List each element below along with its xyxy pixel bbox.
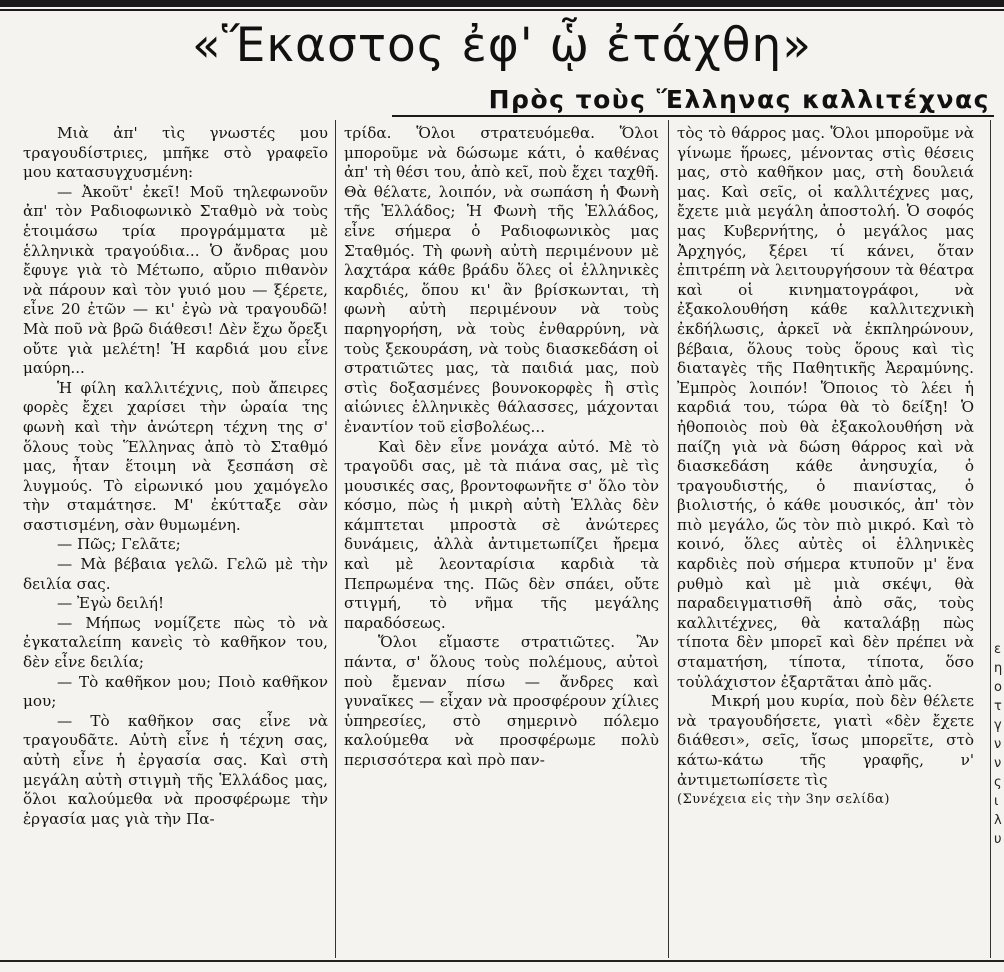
article-subheadline: Πρὸς τοὺς Ἕλληνας καλλιτέχνας [488,85,990,114]
paragraph: — Πῶς; Γελᾶτε; [57,535,181,554]
article-headline: «Ἕκαστος ἐφ' ᾧ ἐτάχθη» [191,18,813,73]
paragraph: — Τὸ καθῆκον σας εἶνε νὰ τραγουδᾶτε. Αὐτὴ εἶνε ἡ τέχνη σας, αὐτὴ εἶνε ἡ ἐργασία σας. Καὶ στὴ μεγάλη αὐτὴ στιγμὴ τῆς Ἑλλάδος μας, ὅλοι καλούμεθα νὰ προσφέρωμε τὴν ἐργασία μας γιὰ τὴν Πα- [23,711,328,828]
paragraph: τὸς τὸ θάρρος μας. Ὅλοι μποροῦμε νὰ γίνωμε ἥρωες, μένοντας στὶς θέσεις μας, στὸ καθῆκον μας, στὴ δουλειά μας. Καὶ σεῖς, οἱ καλλιτέχνες μας, ἔχετε μιὰ μεγάλη ἀποστολή. Ὁ σοφός μας Κυβερνήτης, ὁ μεγάλος μας Ἀρχηγός, ξέρει τί κάνει, ὅταν ἐπιτρέπη νὰ λειτουργήσουν τὰ θέατρα καὶ οἱ κινηματογράφοι, νὰ ἐξακολουθήση κάθε καλλιτεχνικὴ ἐκδήλωσις, ἀρκεῖ νὰ ἐκπληρώνουν, βέβαια, ὅλους τοὺς ὅρους καὶ τὶς διαταγὲς τῆς Παθητικῆς Ἀεραμύνης. Ἐμπρὸς λοιπόν! Ὅποιος τὸ λέει ἡ καρδιά του, τώρα θὰ τὸ δείξη! Ὁ ἠθοποιὸς ποὺ θὰ ἐξακολουθήση νὰ παίζη γιὰ νὰ δώση θάρρος καὶ νὰ διασκεδάση κάθε ἀνησυχία, ὁ τραγουδιστής, ὁ πιανίστας, ὁ βιολιστής, ὁ κάθε μουσικός, ἀπ' τὸν πιὸ μεγάλο, ὥς τὸν πιὸ μικρό. Καὶ τὸ κοινό, ὅλες αὐτὲς οἱ ἑλληνικὲς καρδιὲς ποὺ σήμερα κτυποῦν μ' ἕνα ρυθμὸ καὶ μὲ μιὰ σκέψι, θὰ παραδειγματισθῆ ἀπὸ σᾶς, τοὺς καλλιτέχνες, θὰ καταλάβῃ πὼς τίποτα δὲν μπορεῖ καὶ δὲν πρέπει νὰ σταματήση, τίποτα, τίποτα, ὅσο τοὐλάχιστον ἐξαρτᾶται ἀπὸ μᾶς. [677,124,974,691]
subheadline-rule [392,115,994,117]
article-column-1 [23,124,328,956]
column-divider-1 [335,120,336,958]
top-thin-rule [0,9,1004,11]
paragraph: Ὅλοι εἴμαστε στρατιῶτες. Ἂν πάντα, σ' ὅλους τοὺς πολέμους, αὐτοὶ ποὺ ἔμεναν πίσω — ἄνδρες καὶ γυναῖκες — εἶχαν νὰ προσφέρουν χίλιες ὑπηρεσίες, στὸ σημερινὸ πόλεμο καλούμεθα νὰ προσφέρωμε πολὺ περισσότερα καὶ πρὸ παν- [344,633,659,769]
paragraph: — Τὸ καθῆκον μου; Ποιὸ καθῆκον μου; [23,672,328,711]
right-edge-rule [990,120,991,958]
article-column-3 [677,124,974,956]
top-border-rule [0,0,1004,7]
paragraph: Καὶ δὲν εἶνε μονάχα αὐτό. Μὲ τὸ τραγοῦδι σας, μὲ τὰ πιάνα σας, μὲ τὶς μουσικές σας, βροντοφωνῆτε σ' ὅλο τὸν κόσμο, πὼς ἡ μικρὴ αὐτὴ Ἑλλὰς δὲν κάμπτεται μπροστὰ σὲ ἀνώτερες δυνάμεις, ἀλλὰ ἀντιμετωπίζει ἤρεμα καὶ μὲ λεονταρίσια καρδιὰ τὰ Πεπρωμένα της. Πῶς δὲν σπάει, οὔτε στιγμή, τὸ νῆμα τῆς μεγάλης παραδόσεως. [344,437,659,632]
bottom-border-rule [0,960,1004,962]
paragraph: — Ἐγὼ δειλή! [57,594,165,613]
paragraph: — Μήπως νομίζετε πὼς τὸ νὰ ἐγκαταλείπη κανεὶς τὸ καθῆκον του, δὲν εἶνε δειλία; [23,613,328,672]
paragraph: — Ἀκοῦτ' ἐκεῖ! Μοῦ τηλεφωνοῦν ἀπ' τὸν Ραδιοφωνικὸ Σταθμὸ νὰ τοὺς ἑτοιμάσω τρία προγράμματα μὲ ἑλληνικὰ τραγούδια... Ὁ ἄνδρας μου ἔφυγε γιὰ τὸ Μέτωπο, αὔριο πιθανὸν νὰ πάρουν καὶ τὸν γυιό μου — ξέρετε, εἶνε 20 ἐτῶν — κι' ἐγὼ νὰ τραγουδῶ! Μὰ ποῦ νὰ βρῶ διάθεσι! Δὲν ἔχω ὄρεξι οὔτε γιὰ μελέτη! Ἡ καρδιά μου εἶνε μαύρη... [23,182,328,378]
paragraph: Μικρή μου κυρία, ποὺ δὲν θέλετε νὰ τραγουδήσετε, γιατὶ «δὲν ἔχετε διάθεσι», σεῖς, ἴσως μπορεῖτε, στὸ κάτω-κάτω τῆς γραφῆς, ν' ἀντιμετωπίσετε τὶς [677,692,974,789]
paragraph: τρίδα. Ὅλοι στρατευόμεθα. Ὅλοι μποροῦμε νὰ δώσωμε κάτι, ὁ καθένας ἀπ' τὴ θέσι του, ἀπὸ κεῖ, ποὺ ἔχει ταχθῆ. Θὰ θέλατε, λοιπόν, νὰ σωπάση ἡ Φωνὴ τῆς Ἑλλάδος; Ἡ Φωνὴ τῆς Ἑλλάδος, εἶνε σήμερα ὁ Ραδιοφωνικὸς μας Σταθμός. Τὴ φωνὴ αὐτὴ περιμένουν μὲ λαχτάρα κάθε βράδυ ὅλες οἱ ἑλληνικὲς καρδιές, ὅπου κι' ἂν βρίσκωνται, τὴ φωνὴ αὐτὴ περιμένουν νὰ τοὺς παρηγορήση, νὰ τοὺς ἐνθαρρύνη, νὰ τοὺς ξεκουράση, νὰ τοὺς διασκεδάση οἱ στρατιῶτες μας, τὰ παιδιά μας, ποὺ στὶς δοξασμένες βουνοκορφὲς ἢ στὶς αἰώνιες ἑλληνικὲς θάλασσες, μάχονται ἐναντίον τοῦ εἰσβολέως... [344,124,659,436]
adjacent-column-fragment: ε η ο τ γ ν ν ς ι λ υ [994,642,1003,847]
column-divider-2 [668,120,669,958]
paragraph: Ἡ φίλη καλλιτέχνις, ποὺ ἄπειρες φορὲς ἔχει χαρίσει τὴν ὡραία της φωνὴ καὶ τὴν ἀνώτερη τέχνη της σ' ὅλους τοὺς Ἕλληνας ἀπὸ τὸ Σταθμό μας, ἦταν ἕτοιμη νὰ ξεσπάση σὲ λυγμούς. Τὸ εἰρωνικό μου χαμόγελο τὴν σταμάτησε. Μ' ἐκύτταξε σὰν σαστισμένη, σὰν θυμωμένη. [23,378,328,534]
continued-notice: (Συνέχεια εἰς τὴν 3ην σελίδα) [677,792,890,808]
article-column-2 [344,124,659,956]
paragraph: Μιὰ ἀπ' τὶς γνωστές μου τραγουδίστριες, μπῆκε στὸ γραφεῖο μου κατασυγχυσμένη: [23,124,328,182]
paragraph: — Μὰ βέβαια γελῶ. Γελῶ μὲ τὴν δειλία σας. [23,555,328,593]
